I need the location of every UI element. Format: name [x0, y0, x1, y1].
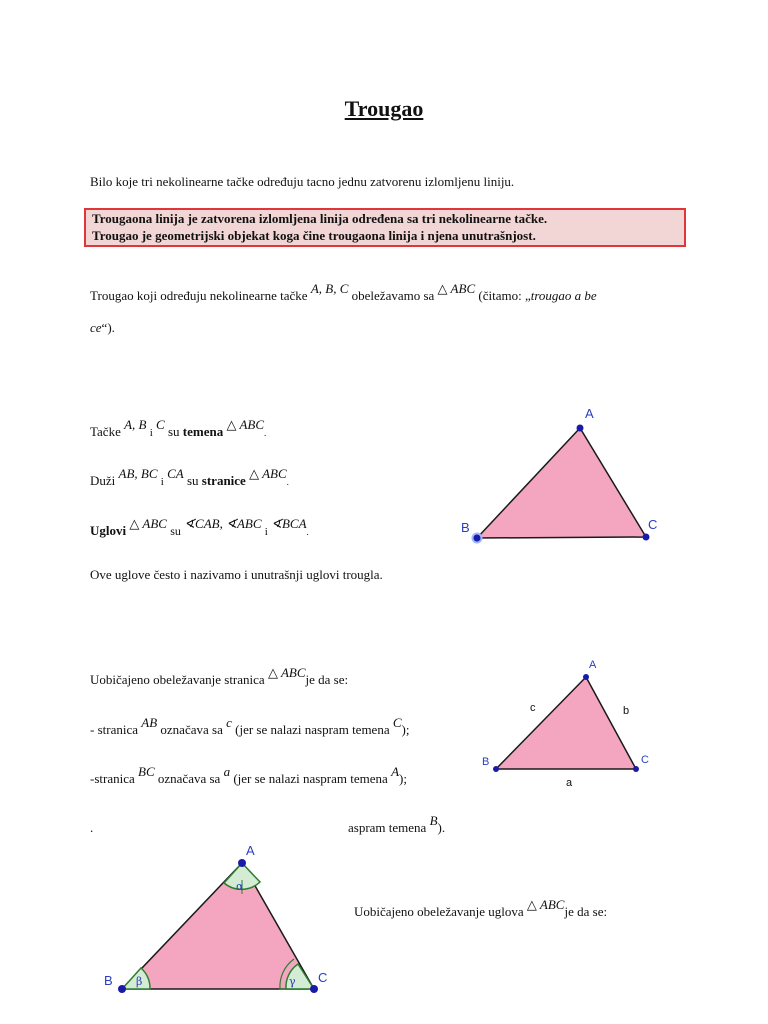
row2-math-1: BC: [138, 764, 155, 779]
vertices-text-2: i: [149, 427, 153, 439]
vertices-math-1: A, B: [124, 417, 147, 432]
row1-text-3: (jer se nalazi naspram temena: [235, 722, 390, 737]
vertex-b-point-3: [118, 985, 126, 993]
vertices-math-2: C: [156, 417, 165, 432]
triangle-1-shape: [477, 428, 646, 538]
angles-dot: .: [306, 527, 309, 537]
vertex-a-point-3: [238, 859, 246, 867]
vertex-c-label-3: C: [318, 970, 328, 985]
row1-text-1: - stranica: [90, 722, 139, 737]
vertices-bold: temena: [182, 424, 224, 439]
row1-math-1: AB: [141, 715, 158, 730]
angles-text-2: i: [264, 526, 268, 538]
vertex-b-label: B: [461, 520, 470, 535]
row3-math-3: B: [429, 813, 438, 828]
notation-read-italic-1: trougao a be: [530, 288, 597, 303]
angle-labels-intro-end: je da se:: [564, 904, 608, 919]
vertices-line: [90, 417, 267, 440]
vertex-a-label-2: A: [589, 659, 597, 671]
sides-math-2: CA: [167, 466, 184, 481]
vertex-c-point-2: [633, 766, 639, 772]
vertices-math-3: △ ABC: [226, 417, 265, 432]
vertex-c-point-3: [310, 985, 318, 993]
vertex-a-point: [577, 425, 584, 432]
sides-line: [90, 466, 289, 489]
angles-text-1: su: [170, 524, 181, 538]
notation-prefix: Trougao koji određuju nekolinearne tačke: [90, 288, 308, 303]
vertex-c-point: [643, 534, 650, 541]
intro-text: Bilo koje tri nekolinearne tačke određuju tacno jednu zatvorenu izlomljenu liniju.: [90, 174, 515, 189]
triangle-3-shape: [122, 863, 314, 989]
triangle-figure-1: [450, 400, 680, 560]
vertex-b-point: [473, 534, 482, 543]
row3-text-4: ).: [437, 820, 446, 835]
definition-box: [84, 208, 686, 247]
row3-text-3: aspram temena: [348, 820, 427, 835]
triangle-2-shape: [496, 677, 636, 769]
row1-math-2: c: [226, 715, 232, 730]
notation-line-1: [90, 281, 597, 304]
vertex-b-label-2: B: [482, 756, 490, 768]
side-a-label: a: [566, 777, 573, 789]
vertex-b-label-3: B: [104, 973, 113, 988]
angles-math-2: ∢CAB, ∢ABC: [184, 516, 262, 531]
vertices-text-1: Tačke: [90, 424, 121, 439]
angles-math-1: △ ABC: [129, 516, 167, 531]
angle-alpha-label: α: [236, 880, 244, 893]
angle-labels-intro: [354, 897, 608, 920]
vertex-c-label-2: C: [641, 754, 649, 766]
notation-line-2: [90, 320, 115, 336]
side-label-row-2: [90, 764, 407, 787]
side-labels-intro: [90, 665, 349, 688]
row2-math-3: A: [391, 764, 400, 779]
side-label-row-1: [90, 715, 410, 738]
side-labels-intro-text: Uobičajeno obeležavanje stranica: [90, 672, 265, 687]
angle-gamma-label: γ: [289, 975, 296, 988]
vertex-c-label: C: [648, 517, 658, 532]
angle-labels-intro-text: Uobičajeno obeležavanje uglova: [354, 904, 524, 919]
row2-text-4: );: [399, 771, 407, 786]
side-label-row-3-start: .: [90, 820, 94, 835]
sides-text-1: Duži: [90, 473, 116, 488]
angle-beta-label: β: [136, 975, 143, 988]
angles-math-3: ∢BCA: [271, 516, 307, 531]
angles-line: [90, 516, 309, 539]
angles-bold: Uglovi: [90, 523, 127, 538]
definition-line-2: Trougao je geometrijski objekat koga čine trougaona linija i njena unutrašnjost.: [92, 228, 536, 243]
sides-text-2: i: [160, 476, 164, 488]
definition-line-1: Trougaona linija je zatvorena izlomljena linija određena sa tri nekolinearne tačke.: [92, 211, 548, 226]
vertices-text-3: su: [167, 424, 180, 439]
sides-text-3: su: [186, 473, 199, 488]
triangle-figure-2: [478, 650, 678, 800]
vertex-b-point-2: [493, 766, 499, 772]
notation-middle: obeležavamo sa: [351, 288, 435, 303]
sides-dot: .: [286, 477, 289, 487]
notation-read-open: (čitamo: „: [478, 288, 531, 303]
page-title: Trougao: [344, 96, 424, 121]
sides-math-1: AB, BC: [118, 466, 158, 481]
side-labels-intro-math: △ ABC: [267, 665, 306, 680]
sides-math-3: △ ABC: [249, 466, 287, 481]
side-label-row-3: [348, 813, 446, 836]
side-labels-intro-end: je da se:: [305, 672, 349, 687]
triangle-figure-3: [96, 836, 336, 1006]
angle-labels-intro-math: △ ABC: [526, 897, 565, 912]
row2-text-2: označava sa: [157, 771, 221, 786]
row1-text-2: označava sa: [160, 722, 223, 737]
side-c-label: c: [530, 702, 536, 714]
notation-read-close: “).: [101, 320, 115, 335]
row2-text-1: -stranica: [90, 771, 135, 786]
row2-text-3: (jer se nalazi naspram temena: [233, 771, 388, 786]
vertex-a-label: A: [585, 406, 594, 421]
notation-points: A, B, C: [310, 281, 349, 296]
row1-math-3: C: [392, 715, 402, 730]
notation-triangle: △ ABC: [437, 281, 476, 296]
notation-read-italic-2: ce: [90, 320, 102, 335]
row1-text-4: );: [401, 722, 410, 737]
vertex-a-point-2: [583, 674, 589, 680]
vertex-a-label-3: A: [246, 843, 255, 858]
side-b-label: b: [623, 705, 630, 717]
row2-math-2: a: [223, 764, 231, 779]
vertices-dot: .: [264, 428, 267, 438]
angles-note: Ove uglove često i nazivamo i unutrašnji uglovi trougla.: [90, 567, 383, 582]
sides-bold: stranice: [201, 473, 246, 488]
